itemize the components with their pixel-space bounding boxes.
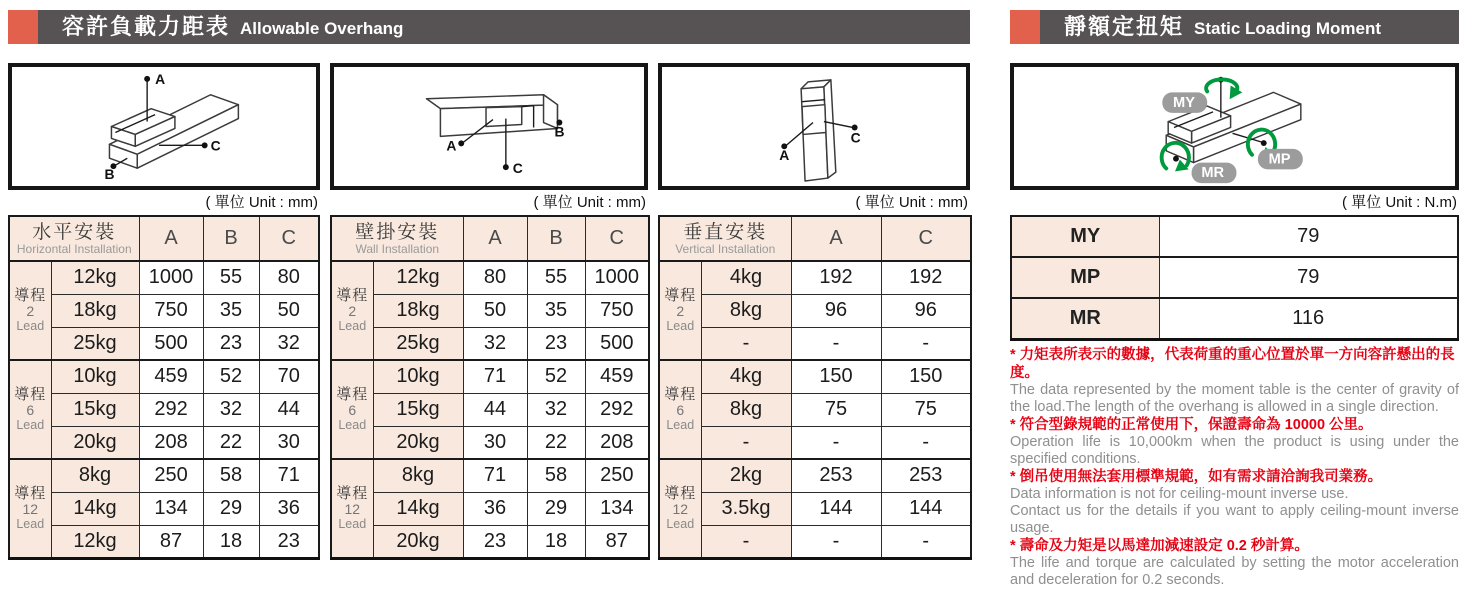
point-c-dot: [202, 142, 208, 148]
table-row: 20kg 208 22 30: [9, 426, 319, 459]
horizontal-installation-table: [8, 215, 320, 560]
table-row: 25kg 500 23 32: [9, 327, 319, 360]
column-header-a: A: [791, 216, 881, 261]
section-title-zh: 容許負載力距表: [62, 14, 231, 39]
footnote: [1010, 537, 1459, 589]
point-label-b: B: [554, 123, 565, 140]
footnote-zh: * 壽命及力矩是以馬達加減速設定 0.2 秒計算。: [1010, 537, 1309, 554]
table-row: 導程 12 Lead 2kg 253 253: [659, 459, 971, 492]
table-row: [1011, 257, 1458, 298]
vertical-installation-diagram: [658, 63, 970, 190]
unit-label: ( 單位 Unit : mm): [533, 194, 646, 211]
my-badge-label: MY: [1173, 94, 1195, 111]
table-row: 導程 6 Lead 10kg 71 52 459: [331, 360, 649, 393]
table-row: 導程 12 Lead 8kg 250 58 71: [9, 459, 319, 492]
horizontal-installation-diagram: [8, 63, 320, 190]
header-bar: [1040, 10, 1459, 44]
mp-axis-dot: [1261, 140, 1267, 146]
table-row: 導程 2 Lead 12kg 1000 55 80: [9, 261, 319, 294]
table-title-cell: 垂直安裝 Vertical Installation: [659, 216, 791, 261]
table-row: [1011, 216, 1458, 257]
header-accent-square: [8, 10, 38, 44]
section-title-zh: 靜額定扭矩: [1064, 14, 1185, 39]
section-title-en: Allowable Overhang: [240, 19, 404, 38]
wall-installation-diagram: [330, 63, 648, 190]
table-row: 14kg 36 29 134: [331, 492, 649, 525]
column-header-c: C: [585, 216, 649, 261]
footnote-en: The life and torque are calculated by setting the motor acceleration and deceleration for 0.2 seconds.: [1010, 554, 1459, 588]
wall-installation-panel: [330, 63, 648, 560]
rail-3d-shape: [427, 95, 558, 137]
table-row: 15kg 44 32 292: [331, 393, 649, 426]
table-row: 20kg 23 18 87: [331, 525, 649, 558]
horizontal-rail-illustration: [12, 67, 316, 186]
table-row: 導程 6 Lead 10kg 459 52 70: [9, 360, 319, 393]
table-row: 導程 2 Lead 12kg 80 55 1000: [331, 261, 649, 294]
table-row: 導程 2 Lead 4kg 192 192: [659, 261, 971, 294]
table-row: 3.5kg 144 144: [659, 492, 971, 525]
table-row: 25kg 32 23 500: [331, 327, 649, 360]
vertical-installation-table: [658, 215, 972, 560]
footnote: [1010, 346, 1459, 416]
column-header-c: C: [881, 216, 971, 261]
wall-rail-illustration: [334, 67, 644, 186]
static-loading-moment-table: [1010, 215, 1459, 341]
section-title-en: Static Loading Moment: [1194, 19, 1382, 38]
footnote: [1010, 468, 1459, 537]
lead-12-cell: 導程 12 Lead: [331, 459, 373, 558]
lead-2-cell: 導程 2 Lead: [9, 261, 51, 360]
point-label-b: B: [104, 166, 115, 183]
point-label-c: C: [512, 160, 523, 177]
lead-6-cell: 導程 6 Lead: [331, 360, 373, 459]
unit-label: ( 單位 Unit : mm): [855, 194, 968, 211]
column-header-a: A: [463, 216, 527, 261]
rail-3d-shape: [801, 80, 836, 181]
table-row: - - -: [659, 426, 971, 459]
footnote: [1010, 416, 1459, 468]
lead-6-cell: 導程 6 Lead: [659, 360, 701, 459]
point-a-dot: [458, 140, 464, 146]
mr-badge-label: MR: [1201, 165, 1225, 182]
table-row: 導程 12 Lead 8kg 71 58 250: [331, 459, 649, 492]
point-label-a: A: [446, 137, 457, 154]
point-a-dot: [144, 76, 150, 82]
table-row: 8kg 75 75: [659, 393, 971, 426]
mr-axis-dot: [1173, 156, 1179, 162]
table-title-cell: 水平安裝 Horizontal Installation: [9, 216, 139, 261]
moment-label: MY: [1011, 216, 1159, 257]
lead-2-cell: 導程 2 Lead: [659, 261, 701, 360]
point-label-c: C: [850, 129, 861, 146]
table-row: 導程 6 Lead 4kg 150 150: [659, 360, 971, 393]
column-header-b: B: [527, 216, 585, 261]
footnote-en: Data information is not for ceiling-mount inverse use.: [1010, 485, 1349, 502]
lead-2-cell: 導程 2 Lead: [331, 261, 373, 360]
vertical-rail-illustration: [662, 67, 966, 186]
unit-label: ( 單位 Unit : mm): [205, 194, 318, 211]
moment-value: 116: [1159, 298, 1458, 339]
table-row: 15kg 292 32 44: [9, 393, 319, 426]
table-title-cell: 壁掛安裝 Wall Installation: [331, 216, 463, 261]
table-row: 18kg 750 35 50: [9, 294, 319, 327]
footnote-zh: * 力矩表所表示的數據，代表荷重的重心位置於單一方向容許懸出的長度。: [1010, 346, 1455, 381]
table-row: - - -: [659, 525, 971, 558]
table-row: 20kg 30 22 208: [331, 426, 649, 459]
lead-6-cell: 導程 6 Lead: [9, 360, 51, 459]
mp-badge-label: MP: [1268, 151, 1291, 168]
moment-rail-illustration: [1014, 67, 1455, 186]
table-row: [1011, 298, 1458, 339]
moment-label: MR: [1011, 298, 1159, 339]
lead-12-cell: 導程 12 Lead: [659, 459, 701, 558]
moment-label: MP: [1011, 257, 1159, 298]
moment-value: 79: [1159, 216, 1458, 257]
allowable-overhang-section: [8, 10, 970, 560]
section-header-left: [8, 10, 970, 44]
footnote-en: The data represented by the moment table is the center of gravity of the load.The length of the overhang is allowed in a single direction.: [1010, 381, 1459, 415]
footnote-zh: * 倒吊使用無法套用標準規範，如有需求請洽詢我司業務。: [1010, 468, 1383, 485]
column-header-b: B: [203, 216, 259, 261]
moment-diagram: [1010, 63, 1459, 190]
footnotes: [1010, 346, 1459, 589]
header-accent-square: [1010, 10, 1040, 44]
point-label-a: A: [155, 70, 166, 87]
table-row: 14kg 134 29 36: [9, 492, 319, 525]
column-header-a: A: [139, 216, 203, 261]
table-row: 12kg 87 18 23: [9, 525, 319, 558]
table-row: - - -: [659, 327, 971, 360]
point-label-a: A: [779, 147, 790, 164]
table-row: 8kg 96 96: [659, 294, 971, 327]
footnote-en: Contact us for the details if you want to apply ceiling-mount inverse usage.: [1010, 502, 1459, 536]
moment-value: 79: [1159, 257, 1458, 298]
table-row: 18kg 50 35 750: [331, 294, 649, 327]
point-c-dot: [503, 164, 509, 170]
lead-12-cell: 導程 12 Lead: [9, 459, 51, 558]
section-header-right: [1010, 10, 1459, 44]
footnote-zh: * 符合型錄規範的正常使用下，保證壽命為 10000 公里。: [1010, 416, 1373, 433]
column-header-c: C: [259, 216, 319, 261]
vertical-installation-panel: [658, 63, 970, 560]
header-bar: [38, 10, 970, 44]
point-label-c: C: [210, 137, 221, 154]
wall-installation-table: [330, 215, 650, 560]
static-loading-moment-section: [1010, 10, 1459, 589]
footnote-en: Operation life is 10,000km when the product is using under the specified conditions.: [1010, 433, 1459, 467]
rail-3d-shape: [109, 95, 238, 168]
unit-label: ( 單位 Unit : N.m): [1342, 194, 1457, 211]
horizontal-installation-panel: [8, 63, 320, 560]
